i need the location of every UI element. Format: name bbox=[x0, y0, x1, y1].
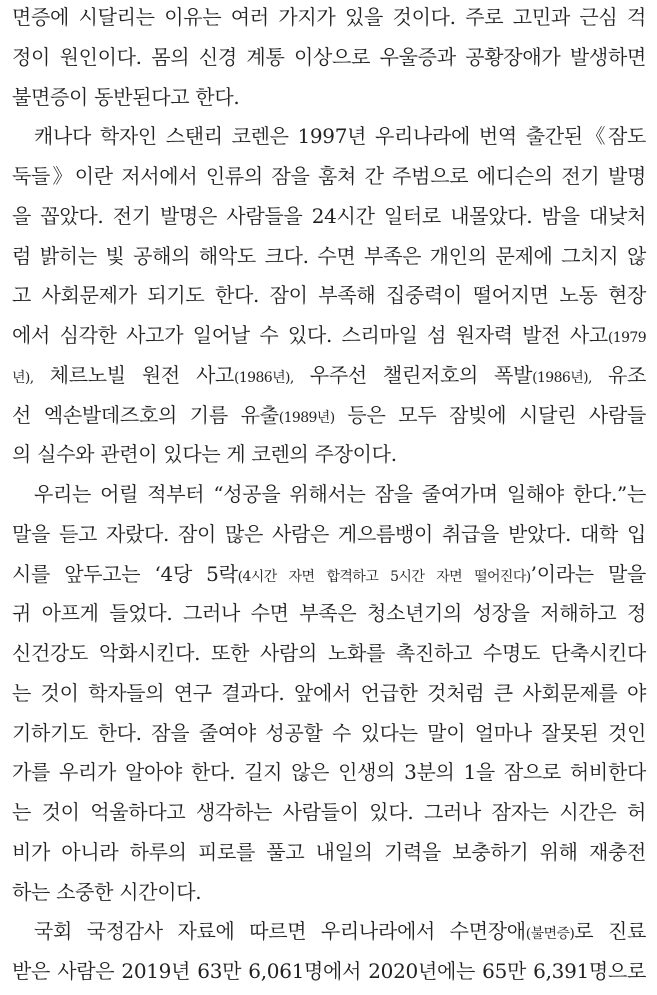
parenthetical-note: (불면증) bbox=[525, 926, 575, 943]
text-line bbox=[12, 952, 646, 992]
text-segment: ’이라는 말을 bbox=[530, 561, 646, 586]
text-line bbox=[12, 634, 646, 674]
text-line bbox=[12, 356, 646, 396]
text-segment: 불면증이 동반된다고 한다. bbox=[12, 84, 240, 109]
text-line bbox=[12, 237, 646, 277]
text-segment: 하는 소중한 시간이다. bbox=[12, 879, 202, 904]
text-line bbox=[12, 197, 646, 237]
document-body bbox=[12, 0, 646, 992]
parenthetical-note: (1979 bbox=[607, 330, 646, 346]
text-line bbox=[12, 475, 646, 515]
text-segment: 기하기도 한다. 잠을 줄여야 성공할 수 있다는 말이 얼마나 잘못된 것인 bbox=[12, 720, 646, 745]
text-segment: 가를 우리가 알아야 한다. 길지 않은 인생의 3분의 1을 잠으로 허비한다 bbox=[12, 760, 646, 785]
text-segment: 에서 심각한 사고가 일어날 수 있다. 스리마일 섬 원자력 발전 사고 bbox=[12, 323, 608, 347]
text-segment: 유조 bbox=[591, 362, 646, 387]
text-line bbox=[12, 555, 646, 595]
text-line bbox=[12, 157, 646, 197]
text-segment: 우리는 어릴 적부터 “성공을 위해서는 잠을 줄여가며 일해야 한다.”는 bbox=[34, 482, 646, 506]
text-line bbox=[12, 833, 646, 873]
text-segment: 정이 원인이다. 몸의 신경 계통 이상으로 우울증과 공황장애가 발생하면 bbox=[12, 44, 646, 69]
text-segment: 말을 듣고 자랐다. 잠이 많은 사람은 게으름뱅이 취급을 받았다. 대학 입 bbox=[12, 521, 646, 546]
text-line bbox=[12, 396, 646, 436]
text-segment: 로 진료 bbox=[574, 919, 646, 944]
text-segment: 시를 앞두고는 ‘4당 5락 bbox=[12, 561, 238, 586]
text-segment: 체르노빌 원전 사고 bbox=[33, 362, 234, 387]
text-line bbox=[12, 753, 646, 793]
text-segment: 받은 사람은 2019년 63만 6,061명에서 2020년에는 65만 6,391명으로 bbox=[12, 959, 646, 983]
text-segment: 우주선 챌린저호의 폭발 bbox=[293, 362, 533, 387]
text-segment: 귀 아프게 들었다. 그러나 수면 부족은 청소년기의 성장을 저해하고 정 bbox=[12, 601, 646, 626]
parenthetical-note: (1986년), bbox=[234, 369, 294, 386]
text-segment: 의 실수와 관련이 있다는 게 코렌의 주장이다. bbox=[12, 442, 397, 467]
text-line bbox=[12, 435, 646, 475]
text-segment: 신건강도 악화시킨다. 또한 사람의 노화를 촉진하고 수명도 단축시킨다 bbox=[12, 641, 646, 665]
text-line bbox=[12, 594, 646, 634]
text-line bbox=[12, 316, 646, 356]
text-line bbox=[12, 78, 646, 118]
text-line bbox=[12, 515, 646, 555]
text-line bbox=[12, 793, 646, 833]
parenthetical-note: 년), bbox=[12, 369, 34, 386]
text-line bbox=[12, 912, 646, 952]
text-segment: 는 것이 학자들의 연구 결과다. 앞에서 언급한 것처럼 큰 사회문제를 야 bbox=[12, 680, 646, 705]
parenthetical-note: (1986년), bbox=[532, 369, 592, 386]
text-line bbox=[12, 873, 646, 913]
parenthetical-note: (4시간 자면 합격하고 5시간 자면 떨어진다) bbox=[237, 568, 531, 585]
text-line bbox=[12, 276, 646, 316]
text-segment: 럼 밝히는 빛 공해의 해악도 크다. 수면 부족은 개인의 문제에 그치지 않 bbox=[12, 243, 646, 268]
text-segment: 비가 아니라 하루의 피로를 풀고 내일의 기력을 보충하기 위해 재충전 bbox=[12, 839, 646, 864]
text-segment: 는 것이 억울하다고 생각하는 사람들이 있다. 그러나 잠자는 시간은 허 bbox=[12, 800, 646, 824]
parenthetical-note: (1989년) bbox=[278, 409, 335, 426]
text-line bbox=[12, 0, 646, 38]
text-segment: 국회 국정감사 자료에 따르면 우리나라에서 수면장애 bbox=[34, 919, 526, 944]
text-segment: 둑들》이란 저서에서 인류의 잠을 훔쳐 간 주범으로 에디슨의 전기 발명 bbox=[12, 164, 646, 188]
text-segment: 등은 모두 잠빚에 시달린 사람들 bbox=[334, 402, 646, 427]
text-segment: 을 꼽았다. 전기 발명은 사람들을 24시간 일터로 내몰았다. 밤을 대낮처 bbox=[12, 203, 646, 228]
text-segment: 선 엑손발데즈호의 기름 유출 bbox=[12, 402, 279, 427]
text-segment: 고 사회문제가 되기도 한다. 잠이 부족해 집중력이 떨어지면 노동 현장 bbox=[12, 283, 646, 308]
text-line bbox=[12, 117, 646, 157]
text-line bbox=[12, 714, 646, 754]
text-segment: 캐나다 학자인 스탠리 코렌은 1997년 우리나라에 번역 출간된《잠도 bbox=[34, 124, 646, 149]
text-line bbox=[12, 674, 646, 714]
text-line bbox=[12, 38, 646, 78]
text-segment: 면증에 시달리는 이유는 여러 가지가 있을 것이다. 주로 고민과 근심 걱 bbox=[12, 5, 646, 29]
